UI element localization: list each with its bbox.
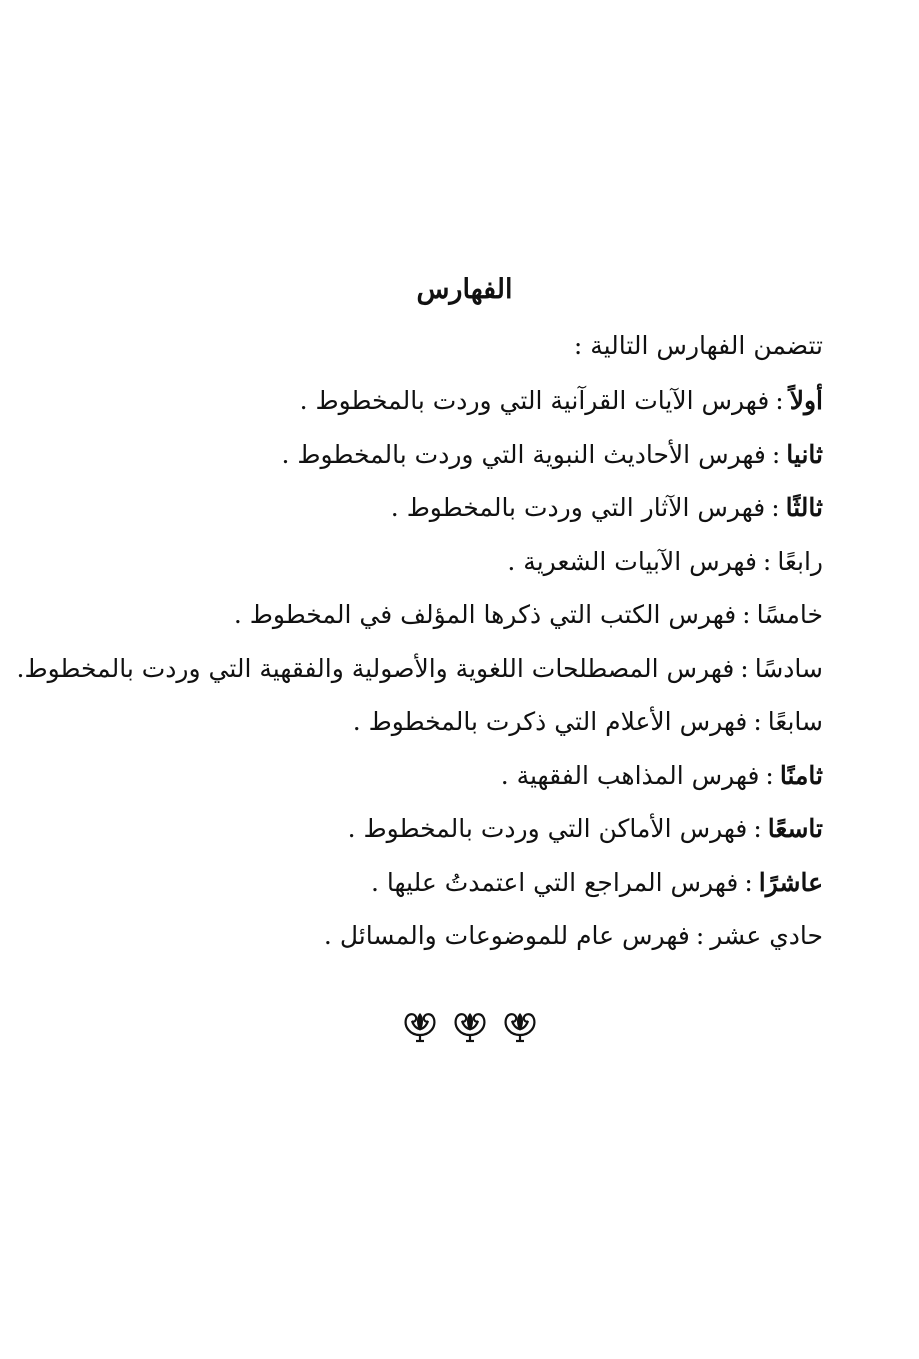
entry-separator: : xyxy=(740,653,749,683)
entry-text: فهرس الأماكن التي وردت بالمخطوط . xyxy=(347,814,748,843)
fleuron-icon xyxy=(500,1005,540,1049)
index-entry xyxy=(17,437,823,491)
entry-text: فهرس المراجع التي اعتمدتُ عليها . xyxy=(371,867,739,897)
entry-separator: : xyxy=(742,600,751,629)
entry-text: فهرس الأعلام التي ذكرت بالمخطوط . xyxy=(352,707,748,736)
index-entry xyxy=(17,544,823,598)
entry-text: فهرس عام للموضوعات والمسائل . xyxy=(323,921,690,950)
entry-text: فهرس المصطلحات اللغوية والأصولية والفقهية التي وردت بالمخطوط. xyxy=(16,653,735,683)
index-entry xyxy=(17,918,823,972)
index-entry xyxy=(17,597,823,651)
entry-text: فهرس الكتب التي ذكرها المؤلف في المخطوط . xyxy=(233,600,737,629)
entry-label: رابعًا xyxy=(777,546,823,576)
fleuron-icon xyxy=(400,1005,440,1049)
entry-separator: : xyxy=(762,546,772,576)
entry-separator: : xyxy=(765,760,774,790)
index-entry xyxy=(17,811,823,865)
entry-separator: : xyxy=(753,707,762,736)
entry-separator: : xyxy=(771,493,780,522)
entry-label: أولاً xyxy=(789,386,823,415)
entry-text: فهرس الأحاديث النبوية التي وردت بالمخطوط . xyxy=(281,439,766,469)
entry-separator: : xyxy=(695,921,705,950)
intro-text: تتضمن الفهارس التالية : xyxy=(573,331,823,360)
entry-separator: : xyxy=(744,867,753,897)
index-entry xyxy=(17,490,823,544)
entry-text: فهرس الآبيات الشعرية . xyxy=(507,546,757,576)
index-entry xyxy=(17,865,823,919)
index-entry xyxy=(17,651,823,705)
entry-text: فهرس الآيات القرآنية التي وردت بالمخطوط . xyxy=(299,386,770,415)
entry-label: سادسًا xyxy=(754,653,823,683)
index-list xyxy=(17,383,823,972)
entry-label: سابعًا xyxy=(767,707,823,736)
entry-label: تاسعًا xyxy=(767,814,823,843)
ornament-divider xyxy=(0,1005,919,1049)
entry-text: فهرس المذاهب الفقهية . xyxy=(500,760,760,790)
entry-label: ثالثًا xyxy=(785,493,823,522)
page-title: الفهارس xyxy=(416,274,513,305)
index-entry xyxy=(17,704,823,758)
entry-text: فهرس الآثار التي وردت بالمخطوط . xyxy=(390,493,766,522)
entry-separator: : xyxy=(771,439,781,469)
entry-separator: : xyxy=(775,386,784,415)
entry-label: ثانيا xyxy=(786,439,823,469)
index-entry xyxy=(17,383,823,437)
entry-label: عاشرًا xyxy=(758,867,823,897)
entry-label: حادي عشر xyxy=(710,921,823,950)
entry-separator: : xyxy=(753,814,762,843)
entry-label: خامسًا xyxy=(756,600,823,629)
index-entry xyxy=(17,758,823,812)
fleuron-icon xyxy=(450,1005,490,1049)
entry-label: ثامنًا xyxy=(779,760,823,790)
